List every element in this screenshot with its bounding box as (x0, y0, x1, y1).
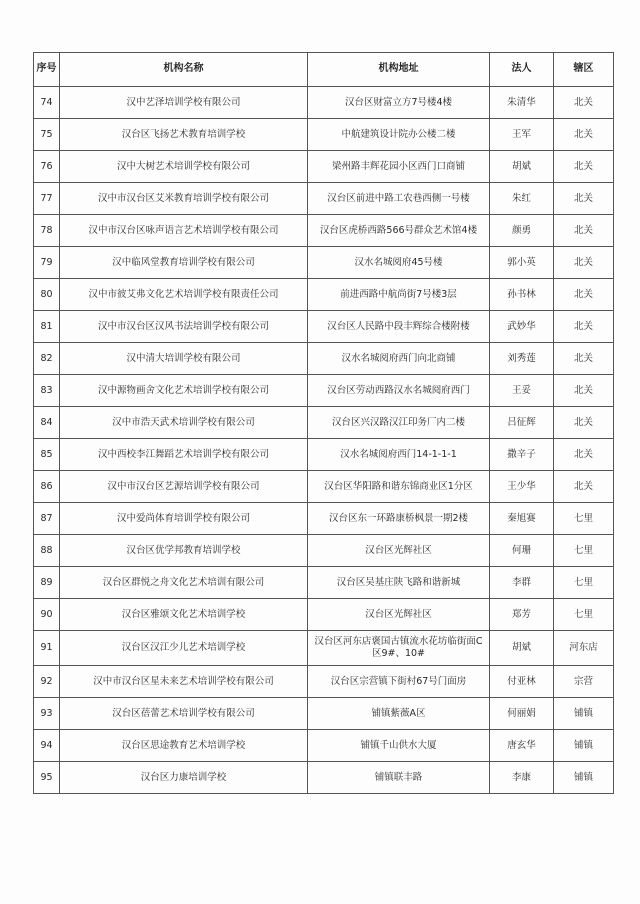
legal-person: 朱红 (490, 183, 554, 215)
table-row (34, 247, 614, 279)
institution-name: 汉中爱尚体育培训学校有限公司 (60, 503, 308, 535)
legal-person: 秦旭赛 (490, 503, 554, 535)
district: 北关 (554, 439, 614, 471)
legal-person: 王军 (490, 119, 554, 151)
row-number: 86 (34, 471, 60, 503)
institution-name: 汉台区飞扬艺术教育培训学校 (60, 119, 308, 151)
institution-address: 汉台区河东店褒国古镇流水花坊临街面C区9#、10# (308, 631, 490, 666)
institution-name: 汉台区力康培训学校 (60, 762, 308, 794)
legal-person: 孙书林 (490, 279, 554, 311)
district: 北关 (554, 375, 614, 407)
institution-address: 汉台区虎桥西路566号群众艺术馆4楼 (308, 215, 490, 247)
institution-address: 铺镇紫薇A区 (308, 698, 490, 730)
table-row (34, 698, 614, 730)
institution-name: 汉中清大培训学校有限公司 (60, 343, 308, 375)
row-number: 85 (34, 439, 60, 471)
legal-person: 胡斌 (490, 151, 554, 183)
row-number: 78 (34, 215, 60, 247)
row-number: 84 (34, 407, 60, 439)
district: 北关 (554, 343, 614, 375)
table-header-row (34, 53, 614, 87)
row-number: 87 (34, 503, 60, 535)
institution-name: 汉中西校李江舞蹈艺术培训学校有限公司 (60, 439, 308, 471)
table-row (34, 599, 614, 631)
district: 七里 (554, 599, 614, 631)
legal-person: 李群 (490, 567, 554, 599)
district: 河东店 (554, 631, 614, 666)
institution-address: 汉台区宗营镇下街村67号门面房 (308, 666, 490, 698)
table-row (34, 151, 614, 183)
header-institution-address: 机构地址 (308, 53, 490, 87)
row-number: 94 (34, 730, 60, 762)
institution-name: 汉中市浩天武术培训学校有限公司 (60, 407, 308, 439)
district: 北关 (554, 183, 614, 215)
row-number: 89 (34, 567, 60, 599)
table-row (34, 407, 614, 439)
institution-name: 汉中临风堂教育培训学校有限公司 (60, 247, 308, 279)
legal-person: 王少华 (490, 471, 554, 503)
row-number: 95 (34, 762, 60, 794)
district: 七里 (554, 503, 614, 535)
legal-person: 李康 (490, 762, 554, 794)
institution-name: 汉台区雅颂文化艺术培训学校 (60, 599, 308, 631)
district: 铺镇 (554, 762, 614, 794)
institution-address: 汉台区光辉社区 (308, 599, 490, 631)
table-row (34, 311, 614, 343)
institution-registry-table (33, 52, 614, 794)
header-legal-person: 法人 (490, 53, 554, 87)
institution-name: 汉中市汉台区咏声语言艺术培训学校有限公司 (60, 215, 308, 247)
row-number: 91 (34, 631, 60, 666)
institution-name: 汉中源物画舍文化艺术培训学校有限公司 (60, 375, 308, 407)
institution-name: 汉中大树艺术培训学校有限公司 (60, 151, 308, 183)
legal-person: 武妙华 (490, 311, 554, 343)
institution-name: 汉台区思途教育艺术培训学校 (60, 730, 308, 762)
district: 北关 (554, 215, 614, 247)
institution-address: 汉台区劳动西路汉水名城阅府西门 (308, 375, 490, 407)
institution-address: 汉台区财富立方7号楼4楼 (308, 87, 490, 119)
legal-person: 付亚林 (490, 666, 554, 698)
institution-address: 汉水名城阅府西门14-1-1-1 (308, 439, 490, 471)
district: 北关 (554, 151, 614, 183)
header-institution-name: 机构名称 (60, 53, 308, 87)
legal-person: 朱清华 (490, 87, 554, 119)
institution-address: 铺镇联丰路 (308, 762, 490, 794)
legal-person: 郭小英 (490, 247, 554, 279)
row-number: 83 (34, 375, 60, 407)
row-number: 82 (34, 343, 60, 375)
table-row (34, 439, 614, 471)
table-row (34, 631, 614, 666)
row-number: 88 (34, 535, 60, 567)
institution-address: 汉水名城阅府西门向北商铺 (308, 343, 490, 375)
institution-address: 汉台区兴汉路汉江印务厂内二楼 (308, 407, 490, 439)
institution-name: 汉台区蓓蕾艺术培训学校有限公司 (60, 698, 308, 730)
row-number: 80 (34, 279, 60, 311)
district: 北关 (554, 471, 614, 503)
district: 北关 (554, 247, 614, 279)
institution-address: 前进西路中航尚街7号楼3层 (308, 279, 490, 311)
institution-address: 汉台区光辉社区 (308, 535, 490, 567)
district: 铺镇 (554, 730, 614, 762)
table-row (34, 119, 614, 151)
row-number: 77 (34, 183, 60, 215)
institution-address: 汉台区华阳路和谐东锦商业区1分区 (308, 471, 490, 503)
table-row (34, 375, 614, 407)
district: 北关 (554, 87, 614, 119)
institution-address: 汉台区人民路中段丰辉综合楼附楼 (308, 311, 490, 343)
row-number: 75 (34, 119, 60, 151)
institution-address: 汉台区东一环路康桥枫景一期2楼 (308, 503, 490, 535)
row-number: 92 (34, 666, 60, 698)
legal-person: 刘秀莲 (490, 343, 554, 375)
institution-address: 汉台区吴基庄陕飞路和谐新城 (308, 567, 490, 599)
table-row (34, 87, 614, 119)
table-row (34, 503, 614, 535)
table-row (34, 279, 614, 311)
district: 宗营 (554, 666, 614, 698)
legal-person: 王妥 (490, 375, 554, 407)
row-number: 90 (34, 599, 60, 631)
legal-person: 何珊 (490, 535, 554, 567)
row-number: 74 (34, 87, 60, 119)
institution-name: 汉台区群悦之舟文化艺术培训有限公司 (60, 567, 308, 599)
institution-name: 汉中市汉台区艺源培训学校有限公司 (60, 471, 308, 503)
district: 北关 (554, 311, 614, 343)
district: 北关 (554, 119, 614, 151)
table-row (34, 666, 614, 698)
legal-person: 撒辛子 (490, 439, 554, 471)
table-body (34, 87, 614, 794)
table-row (34, 183, 614, 215)
legal-person: 胡斌 (490, 631, 554, 666)
institution-address: 汉水名城阅府45号楼 (308, 247, 490, 279)
institution-name: 汉台区汉江少儿艺术培训学校 (60, 631, 308, 666)
header-district: 辖区 (554, 53, 614, 87)
table-row (34, 535, 614, 567)
table-row (34, 343, 614, 375)
district: 北关 (554, 279, 614, 311)
header-number: 序号 (34, 53, 60, 87)
table-row (34, 567, 614, 599)
legal-person: 何丽娟 (490, 698, 554, 730)
institution-name: 汉中市汉台区艾米教育培训学校有限公司 (60, 183, 308, 215)
institution-address: 中航建筑设计院办公楼二楼 (308, 119, 490, 151)
institution-name: 汉中市汉台区汉风书法培训学校有限公司 (60, 311, 308, 343)
row-number: 79 (34, 247, 60, 279)
institution-name: 汉台区优学邦教育培训学校 (60, 535, 308, 567)
table-row (34, 730, 614, 762)
legal-person: 吕征辉 (490, 407, 554, 439)
institution-address: 铺镇千山供水大厦 (308, 730, 490, 762)
table-row (34, 762, 614, 794)
legal-person: 唐玄华 (490, 730, 554, 762)
district: 铺镇 (554, 698, 614, 730)
district: 七里 (554, 535, 614, 567)
district: 七里 (554, 567, 614, 599)
institution-name: 汉中艺泽培训学校有限公司 (60, 87, 308, 119)
district: 北关 (554, 407, 614, 439)
table-row (34, 471, 614, 503)
row-number: 81 (34, 311, 60, 343)
institution-name: 汉中市汉台区星未来艺术培训学校有限公司 (60, 666, 308, 698)
institution-address: 汉台区前进中路工农巷西侧一号楼 (308, 183, 490, 215)
legal-person: 颜勇 (490, 215, 554, 247)
row-number: 76 (34, 151, 60, 183)
institution-address: 梁州路丰辉花园小区西门口商铺 (308, 151, 490, 183)
institution-name: 汉中市彼艾弗文化艺术培训学校有限责任公司 (60, 279, 308, 311)
row-number: 93 (34, 698, 60, 730)
table-row (34, 215, 614, 247)
legal-person: 郑芳 (490, 599, 554, 631)
